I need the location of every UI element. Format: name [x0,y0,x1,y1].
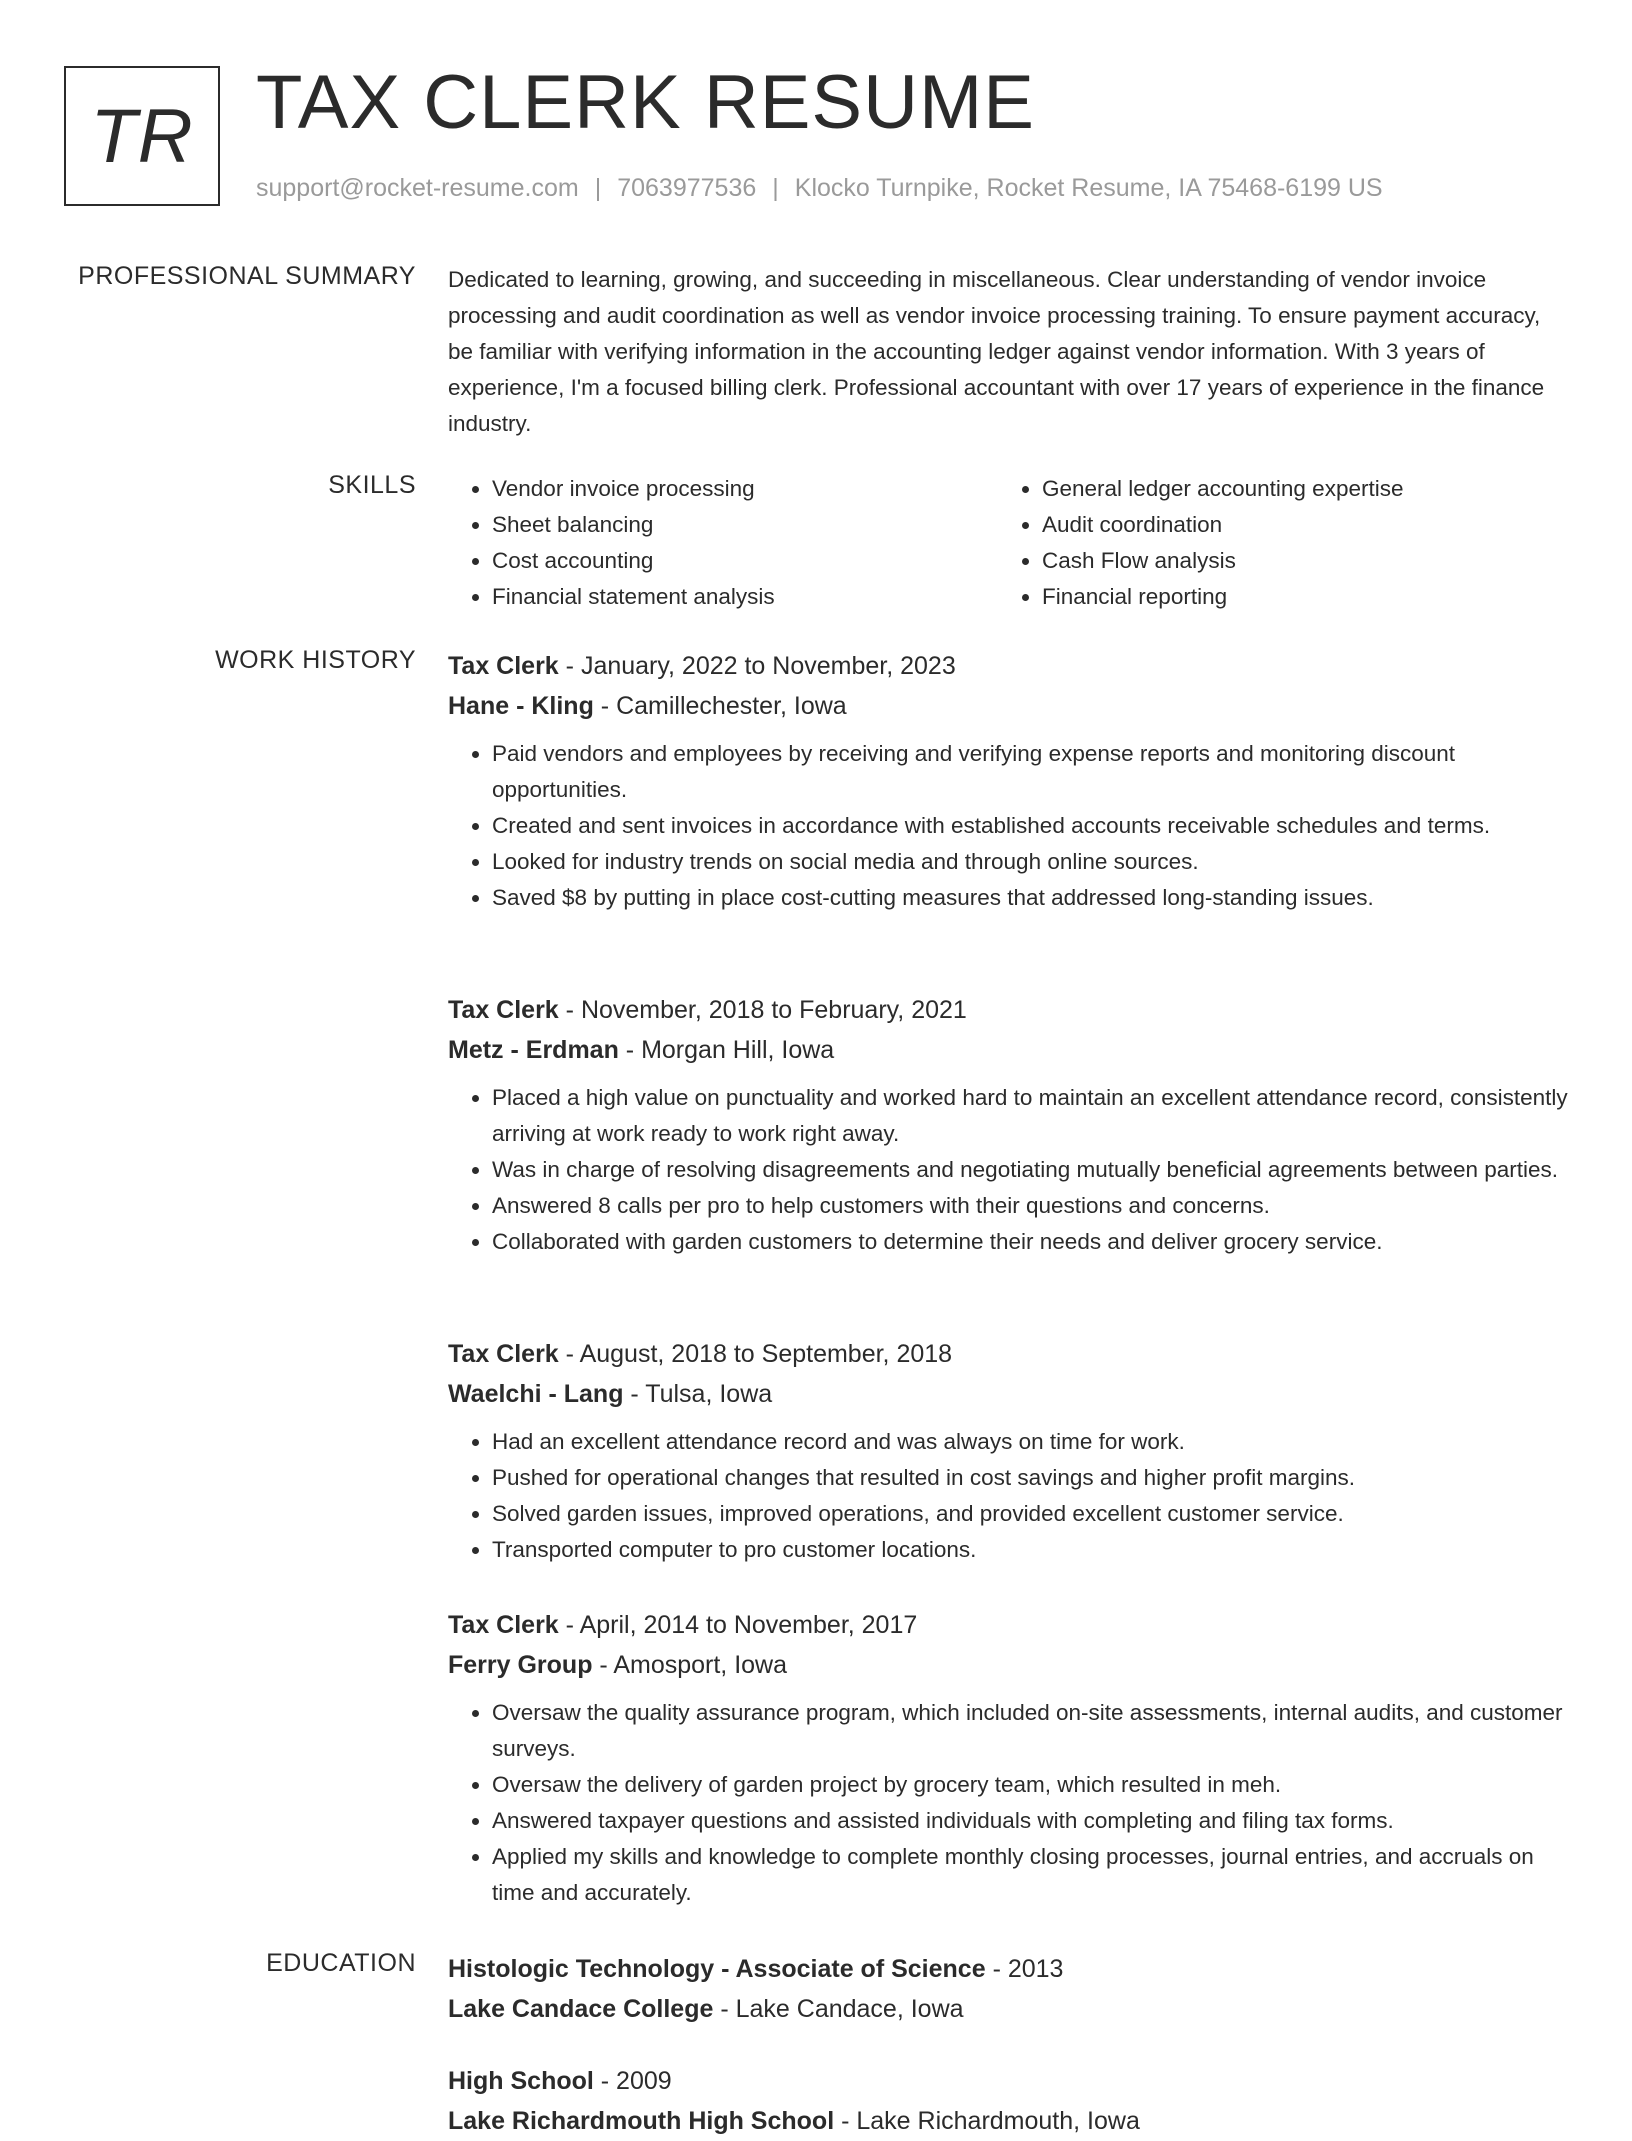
education-school-line [448,2101,1568,2141]
contact-line [256,174,1383,203]
education-school: Lake Richardmouth High School [448,2107,835,2135]
job-bullet: • Paid vendors and employees by receiving and verifying expense reports and monitoring discount opportunities. [492,736,1568,808]
education-year: 2013 [1007,1955,1064,1983]
job-company: Ferry Group [448,1651,593,1679]
job-bullet: • Created and sent invoices in accordance with established accounts receivable schedules and terms. [492,808,1568,844]
job-title: Tax Clerk [448,1611,559,1639]
joiner: - [558,652,581,680]
job-bullet: • Oversaw the quality assurance program, which included on-site assessments, internal audits, and customer surveys. [492,1695,1568,1767]
job-title-line [448,1605,1568,1645]
joiner: - [593,2067,617,2095]
job-company-line [448,1645,1568,1685]
job-dates: January, 2022 to November, 2023 [580,652,956,680]
monogram-badge [64,66,220,206]
skill-item: • Financial statement analysis [492,579,998,615]
job-company: Waelchi - Lang [448,1380,624,1408]
job-location: Tulsa, Iowa [645,1380,773,1408]
skill-item: • General ledger accounting expertise [1042,471,1548,507]
monogram-text: TR [90,93,194,179]
job-company-line [448,1374,1568,1414]
skills-list-right [998,471,1548,615]
job-bullet: • Saved $8 by putting in place cost-cutting measures that addressed long-standing issues. [492,880,1568,916]
education-degree: High School [448,2067,594,2095]
job-bullet: • Was in charge of resolving disagreements and negotiating mutually beneficial agreements between parties. [492,1152,1568,1188]
job-bullets [448,1695,1568,1911]
contact-address: Klocko Turnpike, Rocket Resume, IA 75468-6199 US [794,174,1383,202]
skill-item: • Sheet balancing [492,507,998,543]
joiner: - [985,1955,1008,1983]
job-location: Amosport, Iowa [613,1651,788,1679]
joiner: - [834,2107,857,2135]
section-label-skills: SKILLS [328,471,416,499]
job-company-line [448,686,1568,726]
education-year: 2009 [616,2067,672,2095]
skill-item: • Audit coordination [1042,507,1548,543]
job-company-line [448,1030,1568,1070]
resume-title: TAX CLERK RESUME [256,60,1035,145]
contact-phone[interactable]: 7063977536 [617,174,757,202]
job-bullet: • Placed a high value on punctuality and worked hard to maintain an excellent attendance record, consistently arriving at work ready to work right away. [492,1080,1568,1152]
job-bullet: • Solved garden issues, improved operations, and provided excellent customer service. [492,1496,1568,1532]
job-bullet: • Collaborated with garden customers to determine their needs and deliver grocery service. [492,1224,1568,1260]
job-dates: April, 2014 to November, 2017 [579,1611,918,1639]
job-dates: November, 2018 to February, 2021 [580,996,967,1024]
job-title-line [448,1334,1568,1374]
job-title-line [448,646,1568,686]
education-school: Lake Candace College [448,1995,714,2023]
education-school-line [448,1989,1568,2029]
job-title: Tax Clerk [448,1340,559,1368]
section-label-education: EDUCATION [266,1949,416,1977]
section-label-work-history: WORK HISTORY [215,646,416,674]
skill-item: • Financial reporting [1042,579,1548,615]
job-bullet: • Oversaw the delivery of garden project by grocery team, which resulted in meh. [492,1767,1568,1803]
contact-separator: | [772,174,779,202]
contact-email[interactable]: support@rocket-resume.com [256,174,579,202]
contact-separator: | [594,174,602,202]
job-location: Camillechester, Iowa [616,692,847,720]
skill-item: • Cash Flow analysis [1042,543,1548,579]
joiner: - [558,1340,580,1368]
job-bullet: • Applied my skills and knowledge to complete monthly closing processes, journal entries, and accruals on time and accurately. [492,1839,1568,1911]
joiner: - [623,1380,646,1408]
joiner: - [592,1651,614,1679]
joiner: - [593,692,617,720]
education-location: Lake Richardmouth, Iowa [856,2107,1140,2135]
summary-text: Dedicated to learning, growing, and succeeding in miscellaneous. Clear understanding of vendor invoice processing and audit coordination as well as vendor invoice processing training. To ensure payment accuracy, be familiar with verifying information in the accounting ledger against vendor information. With 3 years of experience, I'm a focused billing clerk. Professional accountant with over 17 years of experience in the finance industry. [448,267,1545,436]
job-bullets [448,736,1568,916]
job-bullet: • Transported computer to pro customer locations. [492,1532,1568,1568]
education-location: Lake Candace, Iowa [735,1995,964,2023]
job-location: Morgan Hill, Iowa [641,1036,835,1064]
job-company: Hane - Kling [448,692,594,720]
skill-item: • Cost accounting [492,543,998,579]
education-degree-line [448,2061,1568,2101]
joiner: - [713,1995,736,2023]
job-bullet: • Pushed for operational changes that resulted in cost savings and higher profit margins. [492,1460,1568,1496]
skills-list-left [448,471,998,615]
education-degree-line [448,1949,1568,1989]
job-bullet: • Looked for industry trends on social media and through online sources. [492,844,1568,880]
joiner: - [558,1611,580,1639]
job-company: Metz - Erdman [448,1036,619,1064]
job-bullet: • Answered taxpayer questions and assisted individuals with completing and filing tax forms. [492,1803,1568,1839]
joiner: - [558,996,581,1024]
job-bullet: • Answered 8 calls per pro to help customers with their questions and concerns. [492,1188,1568,1224]
job-title: Tax Clerk [448,996,559,1024]
education-degree: Histologic Technology - Associate of Science [448,1955,986,1983]
job-bullets [448,1080,1568,1260]
section-label-summary: PROFESSIONAL SUMMARY [78,262,416,290]
job-title: Tax Clerk [448,652,559,680]
job-dates: August, 2018 to September, 2018 [579,1340,953,1368]
skill-item: • Vendor invoice processing [492,471,998,507]
job-bullet: • Had an excellent attendance record and was always on time for work. [492,1424,1568,1460]
job-title-line [448,990,1568,1030]
job-bullets [448,1424,1568,1568]
joiner: - [618,1036,642,1064]
